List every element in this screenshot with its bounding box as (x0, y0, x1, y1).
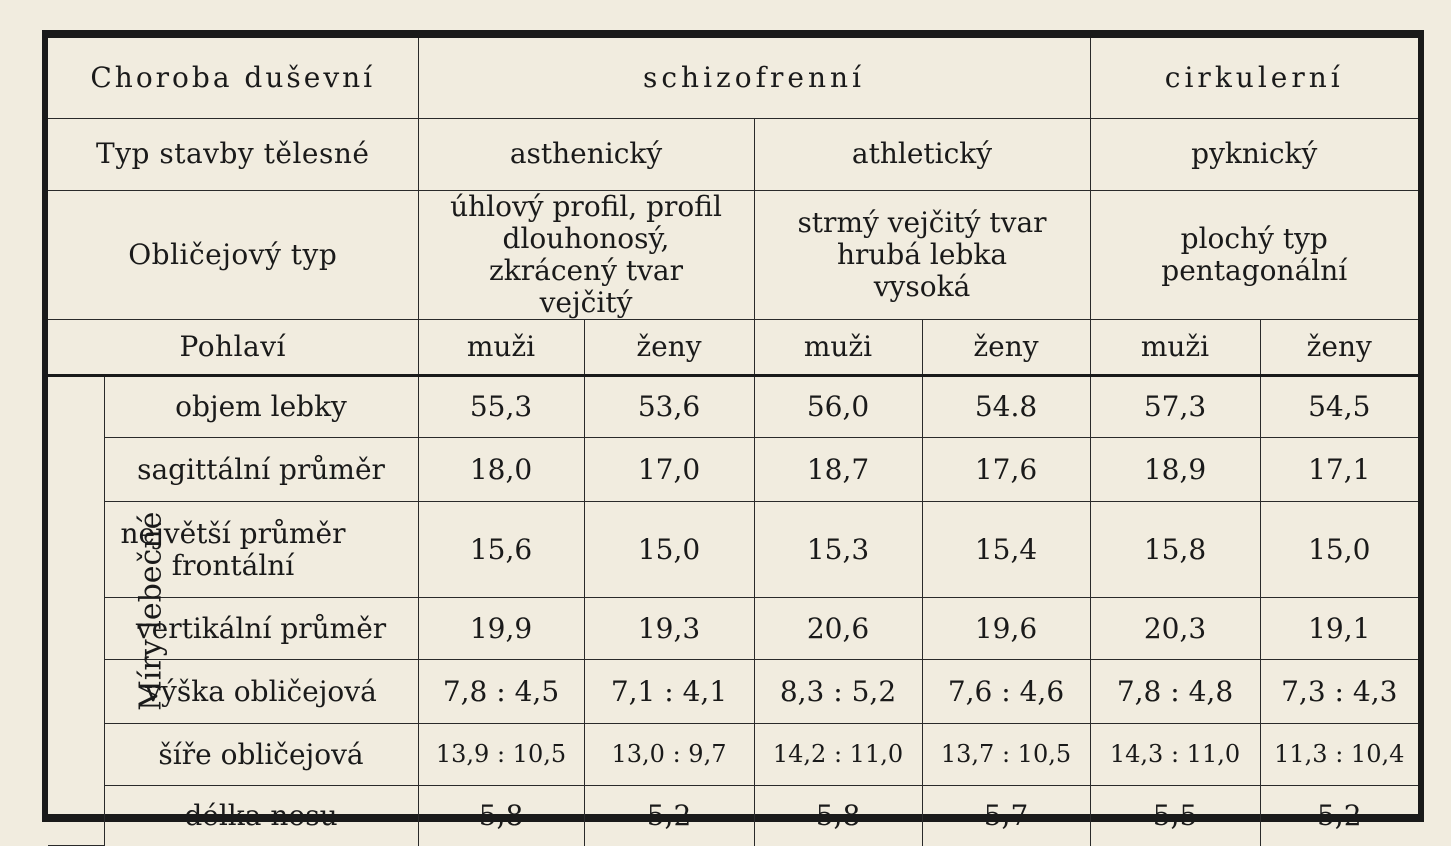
row-label: sagittální průměr (104, 438, 418, 502)
value-cell: 53,6 (584, 376, 754, 438)
table-row (48, 660, 1418, 724)
face-type-pyknic: plochý typ pentagonální (1090, 190, 1418, 320)
table-row (48, 502, 1418, 598)
value-cell: 18,9 (1090, 438, 1260, 502)
value-cell: 7,6 : 4,6 (922, 660, 1090, 724)
value-cell: 20,3 (1090, 598, 1260, 660)
table-row (48, 438, 1418, 502)
value-cell: 18,7 (754, 438, 922, 502)
value-cell: 15,0 (584, 502, 754, 598)
row-label: objem lebky (104, 376, 418, 438)
value-cell: 5,2 (1260, 786, 1418, 846)
table-row (48, 786, 1418, 846)
table-row (48, 724, 1418, 786)
value-cell: 5,5 (1090, 786, 1260, 846)
value-cell: 17,0 (584, 438, 754, 502)
sex-row (48, 320, 1418, 376)
table-frame (42, 30, 1424, 832)
value-cell: 7,8 : 4,8 (1090, 660, 1260, 724)
sex-value: ženy (584, 320, 754, 376)
sex-value: muži (1090, 320, 1260, 376)
sex-value: muži (418, 320, 584, 376)
value-cell: 19,9 (418, 598, 584, 660)
top-rule (42, 30, 1424, 38)
value-cell: 5,8 (754, 786, 922, 846)
face-type-row (48, 190, 1418, 320)
sex-label: Pohlaví (48, 320, 418, 376)
face-type-label: Obličejový typ (48, 190, 418, 320)
value-cell: 54.8 (922, 376, 1090, 438)
body-type-athletic: athletický (754, 118, 1090, 190)
value-cell: 15,0 (1260, 502, 1418, 598)
sex-value: ženy (922, 320, 1090, 376)
value-cell: 7,8 : 4,5 (418, 660, 584, 724)
value-cell: 17,1 (1260, 438, 1418, 502)
sex-value: muži (754, 320, 922, 376)
value-cell: 57,3 (1090, 376, 1260, 438)
value-cell: 8,3 : 5,2 (754, 660, 922, 724)
body-type-pyknic: pyknický (1090, 118, 1418, 190)
value-cell: 15,3 (754, 502, 922, 598)
table-row (48, 376, 1418, 438)
face-type-asthenic: úhlový profil, profil dlouhonosý, zkrácený tvar vejčitý (418, 190, 754, 320)
disease-row (48, 38, 1418, 118)
value-cell: 7,1 : 4,1 (584, 660, 754, 724)
value-cell: 15,6 (418, 502, 584, 598)
right-rule (1418, 30, 1424, 822)
value-cell: 14,2 : 11,0 (754, 724, 922, 786)
value-cell: 19,6 (922, 598, 1090, 660)
value-cell: 5,8 (418, 786, 584, 846)
row-label: šíře obličejová (104, 724, 418, 786)
value-cell: 15,8 (1090, 502, 1260, 598)
group-label-cell (48, 376, 169, 846)
row-label: délka nosu (104, 786, 418, 846)
value-cell: 11,3 : 10,4 (1260, 724, 1418, 786)
value-cell: 13,9 : 10,5 (418, 724, 584, 786)
body-type-row (48, 118, 1418, 190)
value-cell: 5,2 (584, 786, 754, 846)
value-cell: 19,3 (584, 598, 754, 660)
value-cell: 7,3 : 4,3 (1260, 660, 1418, 724)
disease-circular: cirkulerní (1090, 38, 1418, 118)
value-cell: 17,6 (922, 438, 1090, 502)
row-label: vertikální průměr (104, 598, 418, 660)
face-type-athletic: strmý vejčitý tvar hrubá lebka vysoká (754, 190, 1090, 320)
value-cell: 13,0 : 9,7 (584, 724, 754, 786)
value-cell: 15,4 (922, 502, 1090, 598)
body-type-label: Typ stavby tělesné (48, 118, 418, 190)
skull-measurements-table (48, 38, 1418, 846)
value-cell: 55,3 (418, 376, 584, 438)
value-cell: 14,3 : 11,0 (1090, 724, 1260, 786)
value-cell: 13,7 : 10,5 (922, 724, 1090, 786)
value-cell: 19,1 (1260, 598, 1418, 660)
value-cell: 18,0 (418, 438, 584, 502)
disease-schizophrenic: schizofrenní (418, 38, 1090, 118)
row-label: výška obličejová (104, 660, 418, 724)
value-cell: 5,7 (922, 786, 1090, 846)
sex-value: ženy (1260, 320, 1418, 376)
table-row (48, 598, 1418, 660)
body-type-asthenic: asthenický (418, 118, 754, 190)
row-label: největší průměr frontální (104, 502, 418, 598)
group-label: Míry lebečné (133, 511, 169, 711)
value-cell: 56,0 (754, 376, 922, 438)
value-cell: 54,5 (1260, 376, 1418, 438)
disease-label: Choroba duševní (48, 38, 418, 118)
value-cell: 20,6 (754, 598, 922, 660)
